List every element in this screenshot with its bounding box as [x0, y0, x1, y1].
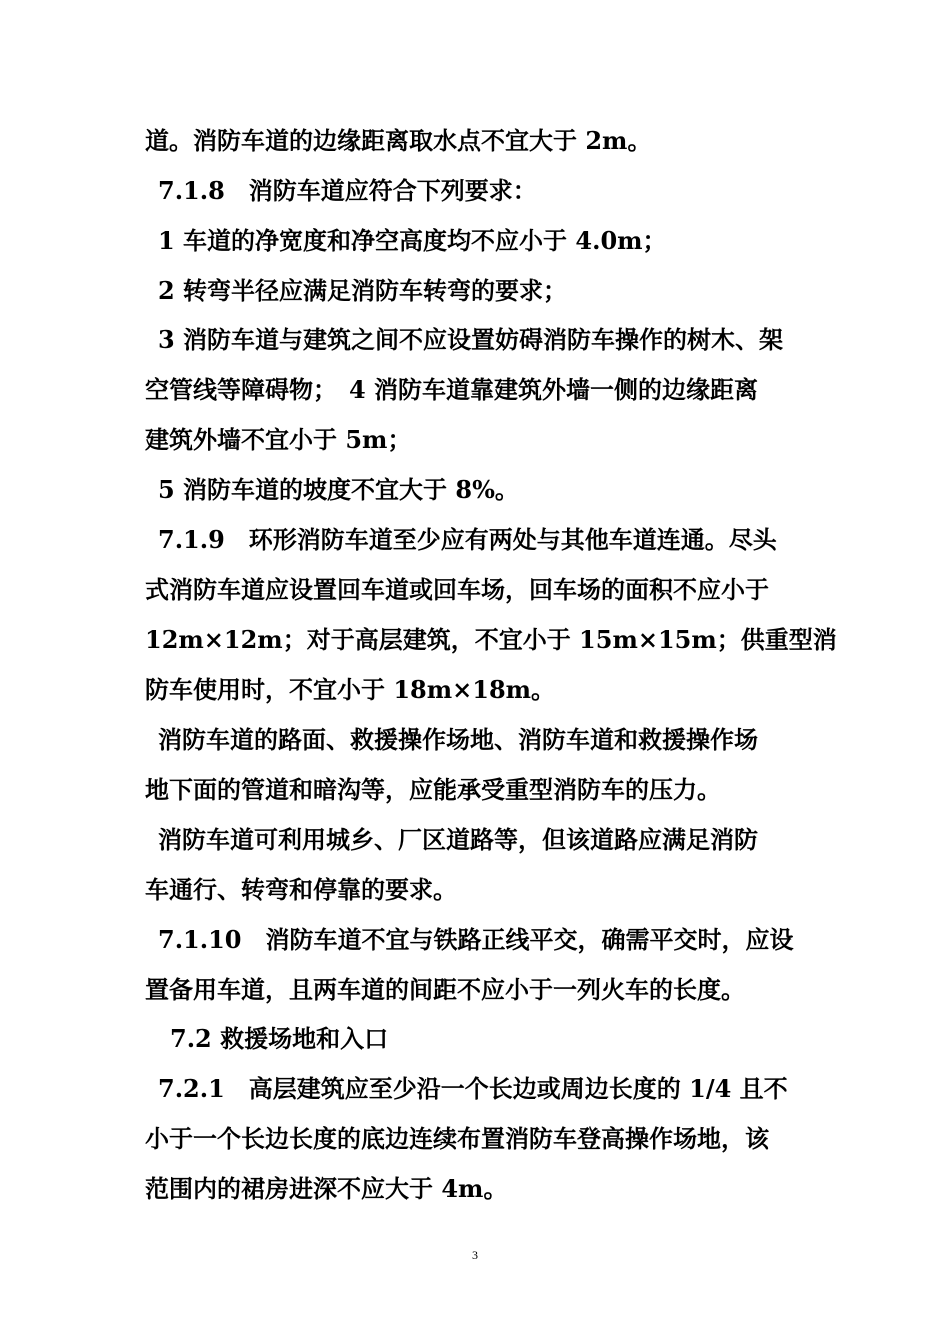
text-line-12: 防车使用时，不宜小于 18m×18m。 — [145, 675, 556, 704]
clause-7-1-8-heading: 7.1.8 消防车道应符合下列要求： — [158, 176, 537, 205]
text-line-16: 车通行、转弯和停靠的要求。 — [145, 875, 457, 904]
list-item-2: 2 转弯半径应满足消防车转弯的要求； — [158, 276, 568, 305]
list-item-5: 5 消防车道的坡度不宜大于 8%。 — [158, 475, 519, 504]
text-line-21: 小于一个长边长度的底边连续布置消防车登高操作场地，该 — [145, 1124, 769, 1153]
section-7-2-heading: 7.2 救援场地和入口 — [170, 1024, 389, 1053]
paragraph-road-surface: 消防车道的路面、救援操作场地、消防车道和救援操作场 — [158, 725, 758, 754]
list-item-1: 1 车道的净宽度和净空高度均不应小于 4.0m； — [158, 226, 667, 255]
list-item-3: 3 消防车道与建筑之间不应设置妨碍消防车操作的树木、架 — [158, 325, 784, 354]
text-line-22: 范围内的裙房进深不应大于 4m。 — [145, 1174, 508, 1203]
clause-7-1-9: 7.1.9 环形消防车道至少应有两处与其他车道连通。尽头 — [158, 525, 777, 554]
text-line-11: 12m×12m；对于高层建筑，不宜小于 15m×15m；供重型消 — [145, 625, 837, 654]
text-line-18: 置备用车道，且两车道的间距不应小于一列火车的长度。 — [145, 975, 745, 1004]
text-line-7: 建筑外墙不宜小于 5m； — [145, 425, 412, 454]
text-line-14: 地下面的管道和暗沟等，应能承受重型消防车的压力。 — [145, 775, 721, 804]
text-line-1: 道。消防车道的边缘距离取水点不宜大于 2m。 — [145, 126, 652, 155]
text-line-10: 式消防车道应设置回车道或回车场，回车场的面积不应小于 — [145, 575, 769, 604]
clause-7-2-1: 7.2.1 高层建筑应至少沿一个长边或周边长度的 1/4 且不 — [158, 1074, 788, 1103]
text-line-6: 空管线等障碍物； 4 消防车道靠建筑外墙一侧的边缘距离 — [145, 375, 759, 404]
page-number: 3 — [472, 1248, 478, 1262]
paragraph-urban-roads: 消防车道可利用城乡、厂区道路等，但该道路应满足消防 — [158, 825, 758, 854]
clause-7-1-10: 7.1.10 消防车道不宜与铁路正线平交，确需平交时，应设 — [158, 925, 794, 954]
